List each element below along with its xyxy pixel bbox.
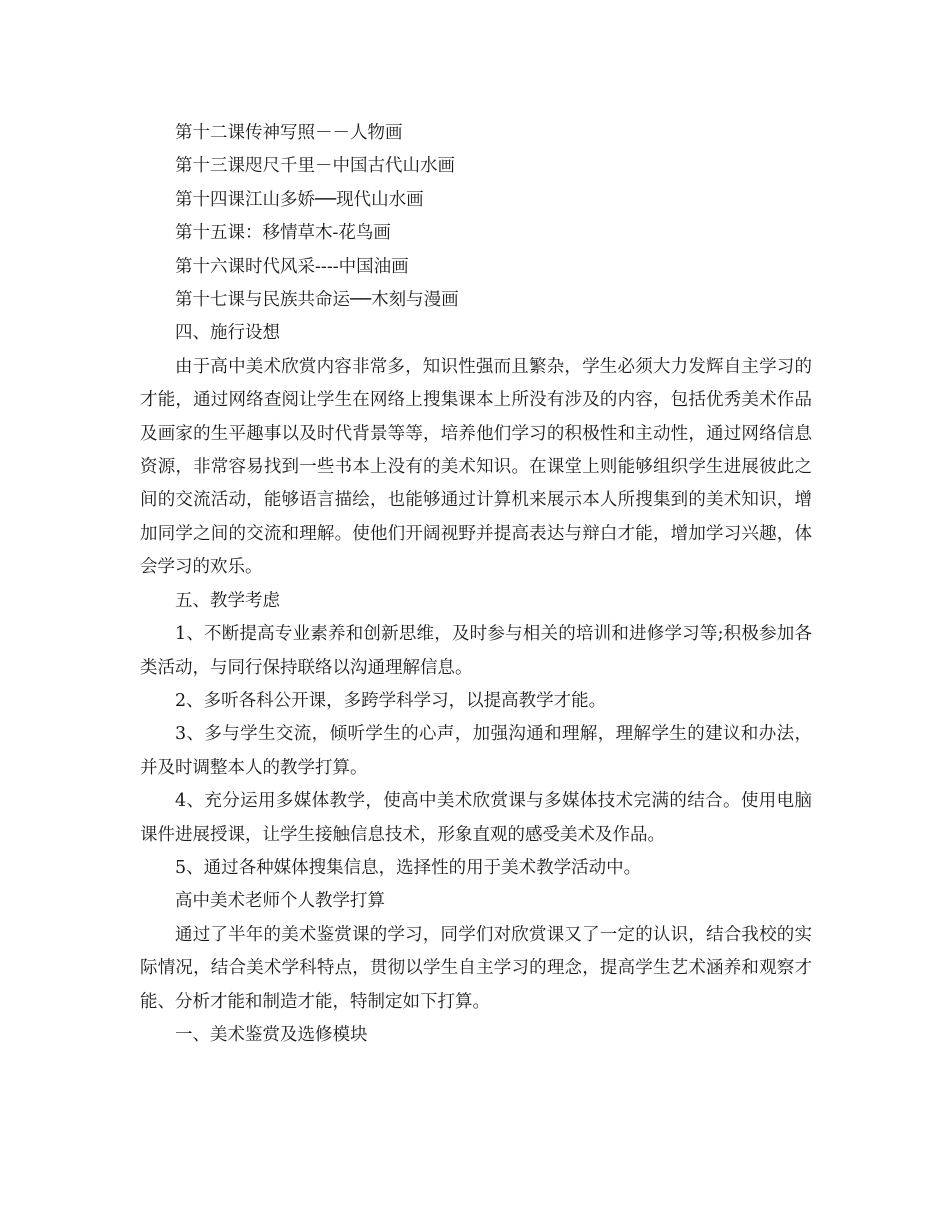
paragraph: 由于高中美术欣赏内容非常多，知识性强而且繁杂，学生必须大力发辉自主学习的才能，通过网络查阅让学生在网络上搜集课本上所没有涉及的内容，包括优秀美术作品及画家的生平趣事以及时代背景等等，培养他们学习的积极性和主动性，通过网络信息资源，非常容易找到一些书本上没有的美术知识。在课堂上则能够组织学生进展彼此之间的交流活动，能够语言描绘，也能够通过计算机来展示本人所搜集到的美术知识，增加同学之间的交流和理解。使他们开阔视野并提高表达与辩白才能，增加学习兴趣，体会学习的欢乐。 [140, 356, 812, 578]
lesson-line: 第十三课咫尺千里－中国古代山水画 [175, 156, 455, 177]
lesson-line: 第十四课江山多娇──现代山水画 [175, 189, 424, 210]
section-heading: 一、美术鉴赏及选修模块 [175, 1024, 368, 1045]
list-item: 1、不断提高专业素养和创新思维，及时参与相关的培训和进修学习等;积极参加各类活动，与同行保持联络以沟通理解信息。 [140, 624, 812, 678]
lesson-line: 第十五课：移情草木-花鸟画 [175, 223, 391, 244]
lesson-line: 第十七课与民族共命运──木刻与漫画 [175, 290, 459, 311]
document-body [140, 117, 812, 1052]
list-item: 2、多听各科公开课，多跨学科学习，以提高教学才能。 [175, 690, 607, 711]
lesson-line: 第十二课传神写照－－人物画 [175, 123, 403, 143]
lesson-line: 第十六课时代风采----中国油画 [175, 256, 409, 277]
paragraph: 通过了半年的美术鉴赏课的学习，同学们对欣赏课又了一定的认识，结合我校的实际情况，结合美术学科特点，贯彻以学生自主学习的理念，提高学生艺术涵养和观察才能、分析才能和制造才能，特制定如下打算。 [140, 924, 812, 1012]
list-item: 4、充分运用多媒体教学，使高中美术欣赏课与多媒体技术完满的结合。使用电脑课件进展授课，让学生接触信息技术，形象直观的感受美术及作品。 [140, 791, 812, 845]
section-heading: 五、教学考虑 [175, 590, 280, 611]
list-item: 3、多与学生交流，倾听学生的心声，加强沟通和理解，理解学生的建议和办法，并及时调整本人的教学打算。 [140, 724, 812, 778]
list-item: 5、通过各种媒体搜集信息，选择性的用于美术教学活动中。 [175, 857, 642, 878]
article-title: 高中美术老师个人教学打算 [175, 891, 385, 912]
section-heading: 四、施行设想 [175, 323, 280, 344]
